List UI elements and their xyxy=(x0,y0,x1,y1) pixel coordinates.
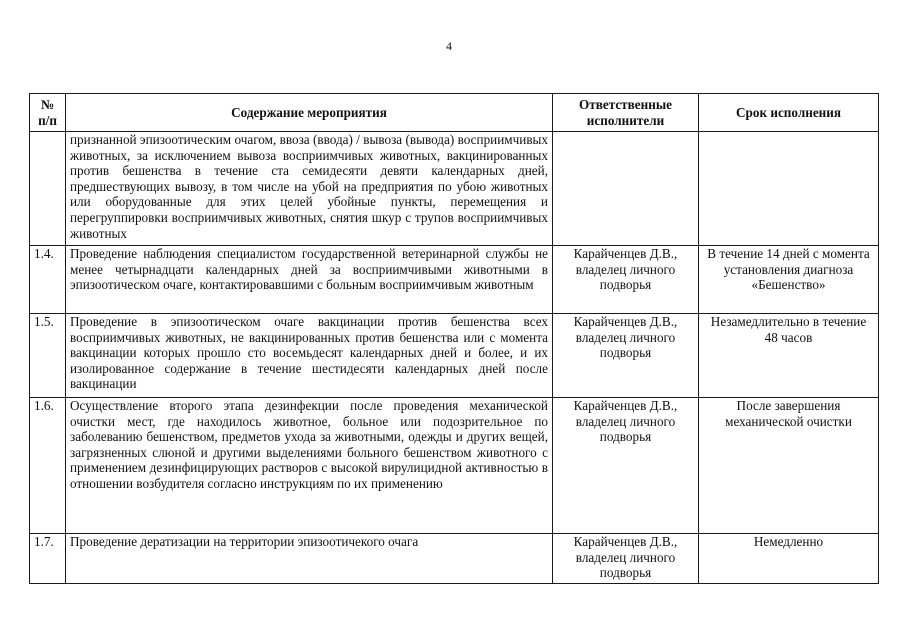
row-number: 1.7. xyxy=(30,534,66,584)
row-content: признанной эпизоотическим очагом, ввоза (ввода) / вывоза (вывода) восприимчивых животных, за исключением вывоза восприимчивых животных, вакцинированных против бешенства в течение ста семидесяти девяти календарных дней, предшествующих вывозу, в том числе на убой на предприятия по убою животных или оборудованные для этих целей убойные пункты, перемещения и перегруппировки восприимчивых животных, снятия шкур с трупов восприимчивых животных xyxy=(66,132,553,246)
table-row xyxy=(30,246,879,314)
row-content: Осуществление второго этапа дезинфекции после проведения механической очистки мест, где находилось животное, больное или подозрительное по заболеванию бешенством, предметов ухода за животными, одежды и других вещей, загрязненных слюной и другими выделениями больного бешенством животного с применением дезинфицирующих растворов с высокой вирулицидной активностью в отношении возбудителя согласно инструкциям по их применению xyxy=(66,398,553,534)
row-number: 1.5. xyxy=(30,314,66,398)
row-content: Проведение в эпизоотическом очаге вакцинации против бешенства всех восприимчивых животных, не вакцинированных против бешенства или с момента вакцинации которых прошло сто восемьдесят календарных дней и более, и их изолированное содержание в течение шестидесяти календарных дней после вакцинации xyxy=(66,314,553,398)
row-term: В течение 14 дней с момента установления диагноза «Бешенство» xyxy=(699,246,879,314)
row-responsible: Карайченцев Д.В., владелец личного подворья xyxy=(553,314,699,398)
measures-table xyxy=(29,93,879,584)
table-row xyxy=(30,314,879,398)
row-responsible xyxy=(553,132,699,246)
row-number: 1.4. xyxy=(30,246,66,314)
row-responsible: Карайченцев Д.В., владелец личного подворья xyxy=(553,246,699,314)
table-header-row xyxy=(30,94,879,132)
row-content: Проведение наблюдения специалистом государственной ветеринарной службы не менее четырнадцати календарных дней за восприимчивыми животными в эпизоотическом очаге, контактировавшими с больным восприимчивым животным xyxy=(66,246,553,314)
table-row xyxy=(30,398,879,534)
table-row xyxy=(30,132,879,246)
row-term: Немедленно xyxy=(699,534,879,584)
row-term xyxy=(699,132,879,246)
header-num: № п/п xyxy=(30,94,66,132)
page-number: 4 xyxy=(446,39,452,53)
row-term: После завершения механической очистки xyxy=(699,398,879,534)
row-number xyxy=(30,132,66,246)
row-responsible: Карайченцев Д.В., владелец личного подворья xyxy=(553,398,699,534)
table-row xyxy=(30,534,879,584)
header-term: Срок исполнения xyxy=(699,94,879,132)
header-content: Содержание мероприятия xyxy=(66,94,553,132)
row-number: 1.6. xyxy=(30,398,66,534)
header-responsible: Ответственные исполнители xyxy=(553,94,699,132)
row-content: Проведение дератизации на территории эпизоотичекого очага xyxy=(66,534,553,584)
row-term: Незамедлительно в течение 48 часов xyxy=(699,314,879,398)
row-responsible: Карайченцев Д.В., владелец личного подворья xyxy=(553,534,699,584)
